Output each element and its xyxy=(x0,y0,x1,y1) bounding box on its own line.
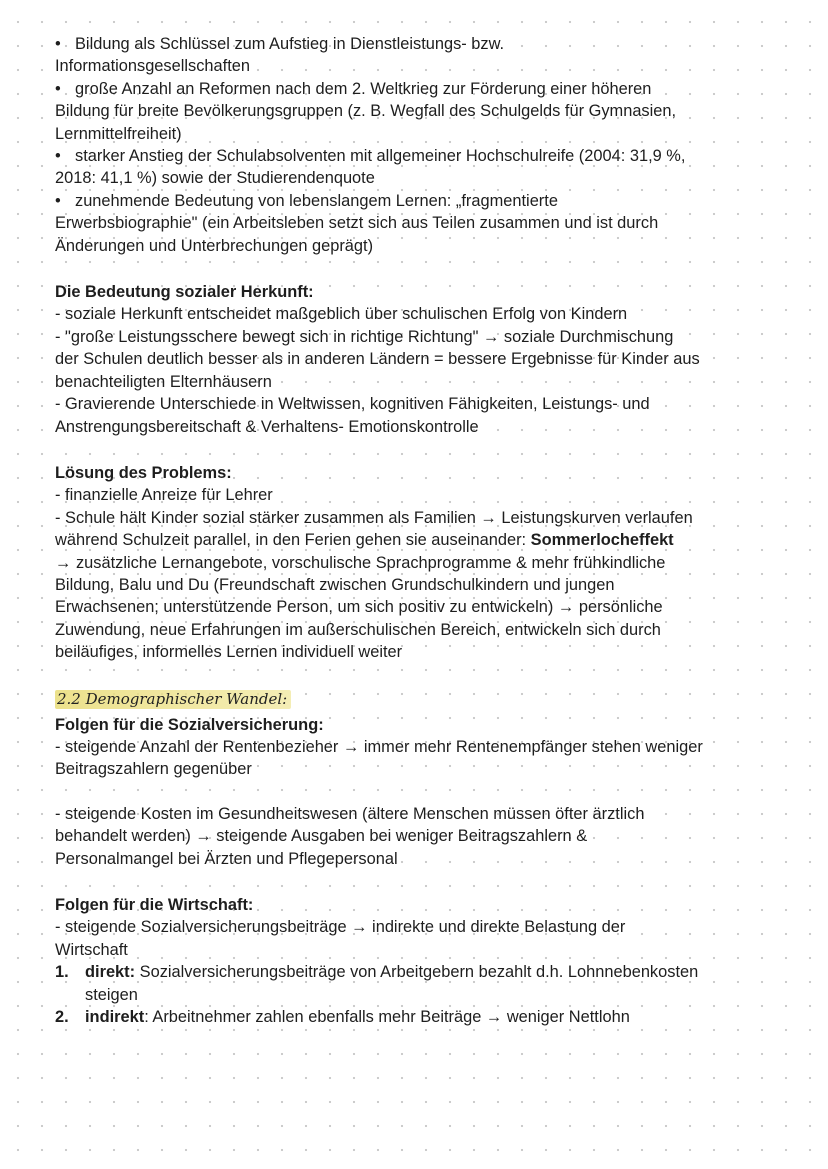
text-line: beiläufiges, informelles Lernen individuell weiter xyxy=(55,643,403,662)
text-line: Informationsgesellschaften xyxy=(55,57,250,76)
text-line: Wirtschaft xyxy=(55,940,128,959)
text-line: Lernmittelfreiheit) xyxy=(55,124,182,143)
text-line: Beitragszahlern gegenüber xyxy=(55,760,252,779)
text-line: - Gravierende Unterschiede in Weltwissen, kognitiven Fähigkeiten, Leistungs- und xyxy=(55,395,650,414)
section-heading: Folgen für die Sozialversicherung: xyxy=(55,715,324,734)
spacer xyxy=(55,664,795,686)
spacer xyxy=(55,870,795,894)
handwritten-heading: 2.2 Demographischer Wandel: xyxy=(55,686,291,712)
loesung-section xyxy=(55,462,795,664)
text-line: Bildung für breite Bevölkerungsgruppen (z. B. Wegfall des Schulgelds für Gymnasien, xyxy=(55,102,677,121)
section-heading: Die Bedeutung sozialer Herkunft: xyxy=(55,283,314,302)
bildung-bullets xyxy=(55,33,795,257)
text-line: während Schulzeit parallel, in den Ferien gehen sie auseinander: Sommerlocheffekt xyxy=(55,531,674,550)
text-line: Erwerbsbiographie" (ein Arbeitsleben setzt sich aus Teilen zusammen und ist durch xyxy=(55,214,659,233)
herkunft-section xyxy=(55,281,795,438)
section-heading: Folgen für die Wirtschaft: xyxy=(55,896,254,914)
text-line: Bildung, Balu und Du (Freundschaft zwischen Grundschulkindern und jungen xyxy=(55,575,615,594)
text-line: → zusätzliche Lernangebote, vorschulische Sprachprogramme & mehr frühkindliche xyxy=(55,553,666,572)
text-line: 2018: 41,1 %) sowie der Studierendenquote xyxy=(55,169,375,188)
text-line: Anstrengungsbereitschaft & Verhaltens- Emotionskontrolle xyxy=(55,417,479,436)
text-line: der Schulen deutlich besser als in anderen Ländern = bessere Ergebnisse für Kinder aus xyxy=(55,350,700,369)
text-line: - steigende Anzahl der Rentenbezieher → immer mehr Rentenempfänger stehen weniger xyxy=(55,737,703,756)
text-line: steigen xyxy=(85,985,138,1004)
notes-page xyxy=(55,33,795,1028)
numbered-item: 2. indirekt: Arbeitnehmer zahlen ebenfalls mehr Beiträge → weniger Nettlohn xyxy=(55,1008,630,1027)
demografie-section xyxy=(55,686,795,1029)
spacer xyxy=(55,438,795,462)
text-line: • zunehmende Bedeutung von lebenslangem Lernen: „fragmentierte xyxy=(55,191,558,210)
text-line: • starker Anstieg der Schulabsolventen mit allgemeiner Hochschulreife (2004: 31,9 %, xyxy=(55,147,686,166)
text-line: - finanzielle Anreize für Lehrer xyxy=(55,486,273,505)
text-line: - soziale Herkunft entscheidet maßgeblich über schulischen Erfolg von Kindern xyxy=(55,305,628,324)
text-line: • Bildung als Schlüssel zum Aufstieg in Dienstleistungs- bzw. xyxy=(55,35,505,53)
text-line: Änderungen und Unterbrechungen geprägt) xyxy=(55,236,374,255)
text-line: - "große Leistungsschere bewegt sich in richtige Richtung" → soziale Durchmischung xyxy=(55,327,674,346)
text-line: benachteiligten Elternhäusern xyxy=(55,372,272,391)
text-line: Personalmangel bei Ärzten und Pflegepersonal xyxy=(55,849,398,868)
text-line: Zuwendung, neue Erfahrungen im außerschulischen Bereich, entwickeln sich durch xyxy=(55,620,661,639)
text-line: - steigende Sozialversicherungsbeiträge → indirekte und direkte Belastung der xyxy=(55,918,626,937)
text-line: - steigende Kosten im Gesundheitswesen (ältere Menschen müssen öfter ärztlich xyxy=(55,804,645,823)
text-line: - Schule hält Kinder sozial stärker zusammen als Familien → Leistungskurven verlaufen xyxy=(55,508,693,527)
numbered-item: 1. direkt: Sozialversicherungsbeiträge von Arbeitgebern bezahlt d.h. Lohnnebenkosten xyxy=(55,963,699,982)
text-line: Erwachsenen; unterstützende Person, um sich positiv zu entwickeln) → persönliche xyxy=(55,598,663,617)
sommerloch-term: Sommerlocheffekt xyxy=(530,531,674,550)
spacer xyxy=(55,257,795,281)
spacer xyxy=(55,781,795,803)
text-line: • große Anzahl an Reformen nach dem 2. Weltkrieg zur Förderung einer höheren xyxy=(55,79,652,98)
section-heading: Lösung des Problems: xyxy=(55,463,232,482)
text-line: behandelt werden) → steigende Ausgaben bei weniger Beitragszahlern & xyxy=(55,827,588,846)
